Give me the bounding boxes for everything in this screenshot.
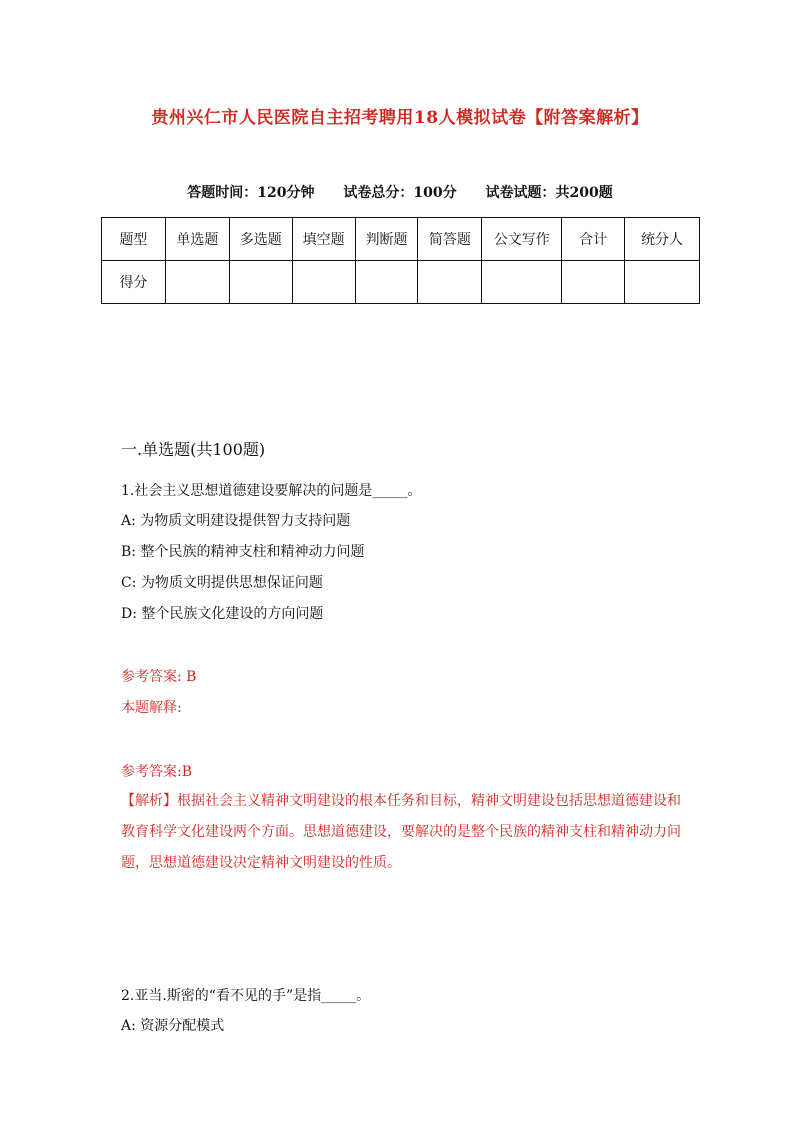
question-option: B: 整个民族的精神支柱和精神动力问题 <box>121 544 365 560</box>
exam-time: 答题时间：120分钟 <box>187 185 315 201</box>
score-table-header-cell: 判断题 <box>355 218 418 261</box>
question-stem: 1.社会主义思想道德建设要解决的问题是_____。 <box>121 483 422 499</box>
reference-answer-detail: 参考答案:B <box>121 764 193 780</box>
score-cell <box>562 261 625 304</box>
score-table-header-cell: 简答题 <box>418 218 482 261</box>
question-option: C: 为物质文明提供思想保证问题 <box>121 575 323 591</box>
score-cell <box>229 261 292 304</box>
score-table <box>101 217 700 304</box>
score-table-header-cell: 公文写作 <box>482 218 562 261</box>
exam-info <box>0 182 800 202</box>
explanation-label: 本题解释: <box>121 700 182 716</box>
question-stem: 2.亚当.斯密的“看不见的手”是指_____。 <box>121 988 371 1004</box>
score-cell <box>625 261 700 304</box>
score-cell <box>165 261 229 304</box>
score-cell <box>482 261 562 304</box>
score-cell <box>355 261 418 304</box>
score-table-header-row <box>102 218 700 261</box>
question-option: A: 资源分配模式 <box>121 1018 225 1034</box>
exam-total-score: 试卷总分：100分 <box>343 185 457 201</box>
exam-total-questions: 试卷试题：共200题 <box>485 185 613 201</box>
question-option: D: 整个民族文化建设的方向问题 <box>121 606 324 622</box>
question-option: A: 为物质文明建设提供智力支持问题 <box>121 513 351 529</box>
score-table-header-cell: 多选题 <box>229 218 292 261</box>
score-table-header-cell: 填空题 <box>292 218 355 261</box>
section-title: 一.单选题(共100题) <box>121 440 266 459</box>
score-table-header-cell: 题型 <box>102 218 166 261</box>
exam-title: 贵州兴仁市人民医院自主招考聘用18人模拟试卷【附答案解析】 <box>151 108 649 128</box>
score-table-header-cell: 统分人 <box>625 218 700 261</box>
score-table-header-cell: 合计 <box>562 218 625 261</box>
reference-answer: 参考答案: B <box>121 669 197 685</box>
score-table-score-row <box>102 261 700 304</box>
score-row-label: 得分 <box>102 261 166 304</box>
score-cell <box>292 261 355 304</box>
analysis-text: 【解析】根据社会主义精神文明建设的根本任务和目标，精神文明建设包括思想道德建设和教育科学文化建设两个方面。思想道德建设，要解决的是整个民族的精神支柱和精神动力问题，思想道德建设决定精神文明建设的性质。 <box>121 793 681 871</box>
score-table-header-cell: 单选题 <box>165 218 229 261</box>
score-cell <box>418 261 482 304</box>
